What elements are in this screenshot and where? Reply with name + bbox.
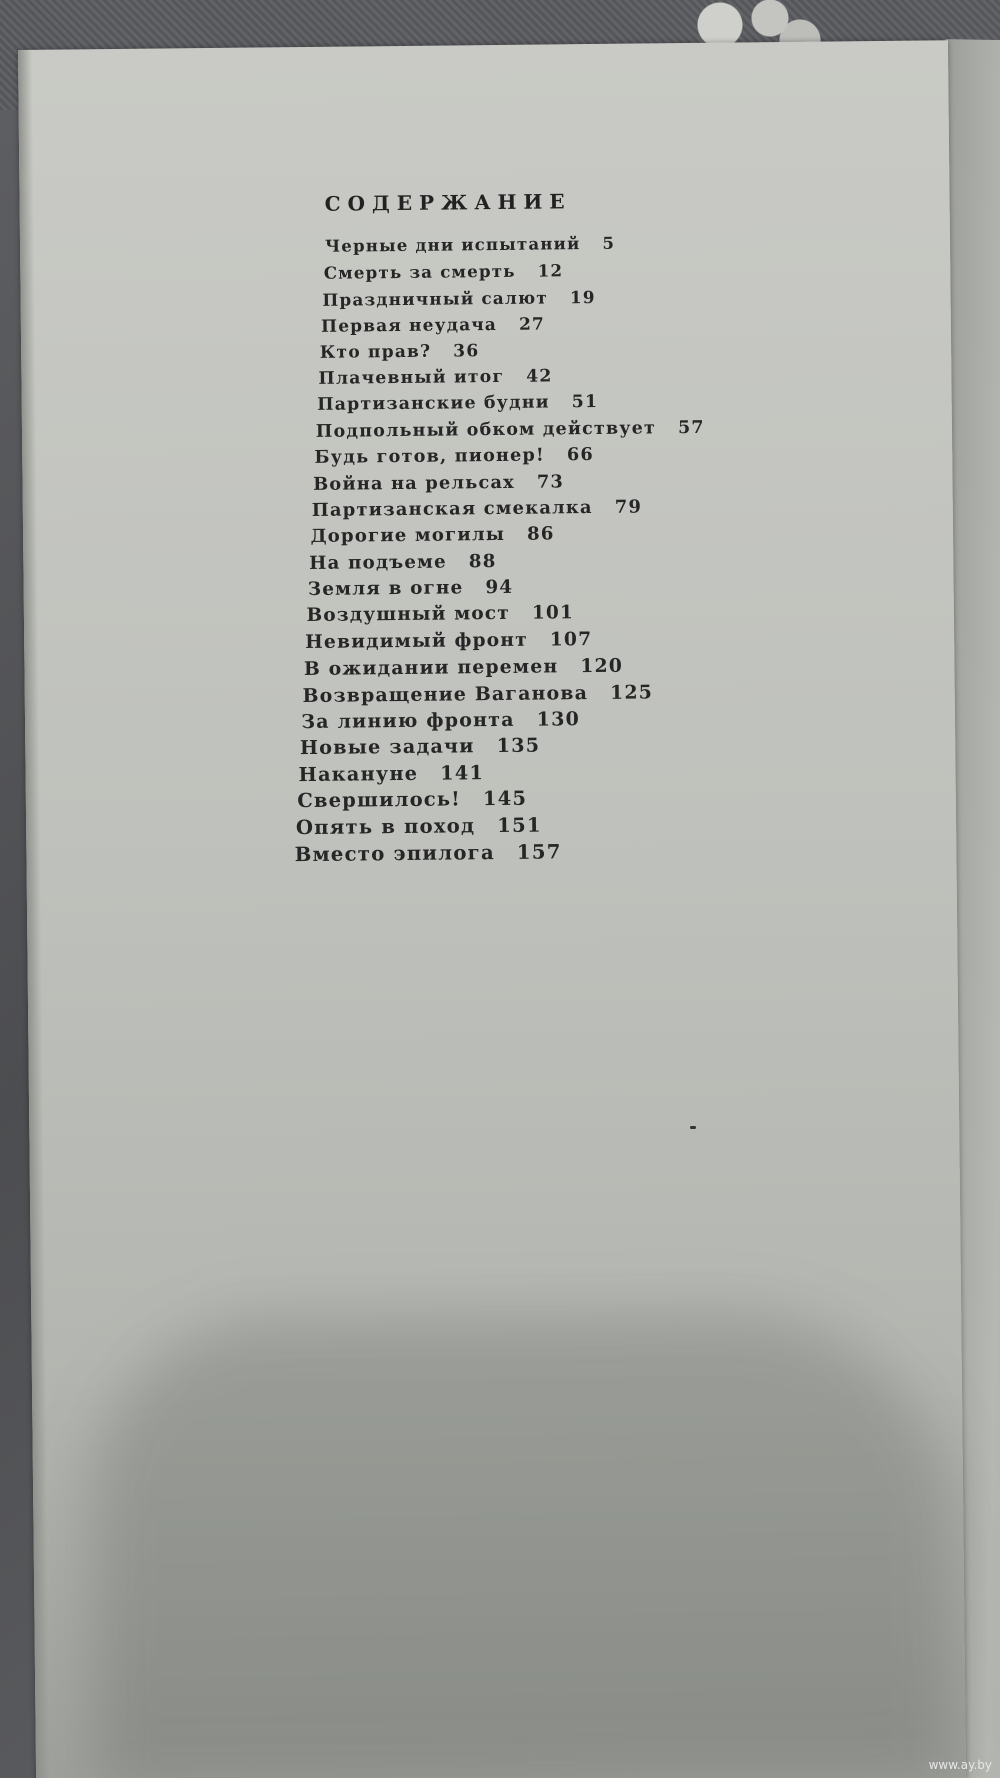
- toc-entry: [310, 520, 706, 551]
- toc-entry-title: За линию фронта: [301, 708, 515, 734]
- toc-title: СОДЕРЖАНИЕ: [324, 189, 572, 216]
- toc-entry: [325, 230, 703, 260]
- toc-entry-title: Первая неудача: [321, 314, 498, 337]
- toc-entry-title: Накануне: [298, 761, 419, 786]
- toc-entry-title: Партизанская смекалка: [311, 496, 593, 521]
- toc-entry-page: 101: [531, 602, 575, 625]
- toc-entry-page: 107: [549, 628, 593, 651]
- toc-entry: [304, 652, 708, 683]
- paper-speck: [690, 1126, 696, 1129]
- toc-entry-page: 79: [614, 496, 643, 518]
- toc-entry-page: 120: [580, 654, 624, 678]
- toc-entry-title: Вместо эпилога: [294, 840, 495, 867]
- toc-entry-title: Дорогие могилы: [310, 524, 506, 548]
- toc-entry-page: 135: [496, 733, 541, 758]
- toc-entry-page: 5: [602, 233, 616, 253]
- toc-entry-title: Кто прав?: [319, 341, 432, 363]
- toc-entry-page: 51: [571, 392, 599, 413]
- toc-entry-page: 27: [518, 313, 546, 334]
- toc-entry: [306, 599, 706, 630]
- watermark: www.ay.by: [928, 1758, 992, 1772]
- toc-entry-page: 57: [677, 417, 705, 438]
- toc-entry-page: 141: [440, 760, 485, 785]
- toc-entry: [308, 573, 707, 604]
- toc-entry: [322, 283, 703, 313]
- toc-entry-title: Новые задачи: [299, 734, 475, 760]
- toc-entry: [324, 256, 704, 286]
- table-of-contents: [294, 188, 710, 867]
- toc-entry-page: 86: [526, 523, 555, 545]
- toc-entry: [317, 388, 705, 418]
- toc-entry: [314, 441, 705, 471]
- toc-entry-page: 157: [516, 839, 562, 864]
- toc-entry: [318, 362, 704, 392]
- toc-entry-title: Смерть за смерть: [323, 261, 516, 284]
- toc-entry-page: 73: [536, 470, 565, 493]
- toc-entry-title: Опять в поход: [295, 813, 476, 839]
- toc-entry-page: 151: [497, 813, 542, 837]
- toc-entry-title: Будь готов, пионер!: [314, 444, 546, 469]
- toc-entry-page: 19: [569, 286, 596, 308]
- toc-entry-title: Воздушный мост: [306, 603, 511, 627]
- toc-entry-title: Плачевный итог: [318, 366, 505, 389]
- toc-entry-title: Земля в огне: [307, 577, 464, 601]
- toc-list: [294, 230, 709, 867]
- toc-entry-title: Возвращение Ваганова: [302, 681, 589, 707]
- toc-entry-title: Свершилось!: [297, 787, 462, 813]
- toc-entry-title: Праздничный салют: [322, 287, 549, 310]
- toc-entry-title: Черные дни испытаний: [324, 234, 581, 256]
- toc-entry-page: 66: [566, 444, 594, 466]
- toc-entry: [309, 547, 706, 578]
- toc-entry: [320, 335, 704, 365]
- toc-entry-page: 42: [526, 366, 553, 387]
- book-page: [18, 40, 966, 1778]
- toc-entry: [312, 494, 706, 525]
- toc-entry: [295, 837, 710, 868]
- toc-entry-page: 94: [485, 576, 514, 599]
- toc-entry-title: На подъеме: [309, 551, 447, 574]
- toc-entry-title: В ожидании перемен: [303, 655, 559, 681]
- toc-entry-page: 125: [609, 681, 654, 704]
- toc-entry-title: Партизанские будни: [317, 392, 550, 416]
- toc-entry-title: Невидимый фронт: [305, 629, 528, 653]
- toc-entry-page: 36: [453, 340, 480, 362]
- toc-entry: [321, 309, 704, 339]
- toc-entry-page: 12: [537, 260, 564, 281]
- toc-entry-page: 130: [536, 708, 581, 731]
- toc-entry: [313, 467, 705, 497]
- toc-entry: [302, 678, 707, 709]
- toc-entry-title: Подпольный обком действует: [315, 418, 657, 442]
- toc-entry-title: Война на рельсах: [313, 471, 515, 495]
- toc-entry-page: 145: [482, 786, 528, 811]
- toc-entry: [305, 626, 707, 657]
- toc-entry-page: 88: [468, 550, 497, 572]
- toc-entry: [316, 415, 705, 445]
